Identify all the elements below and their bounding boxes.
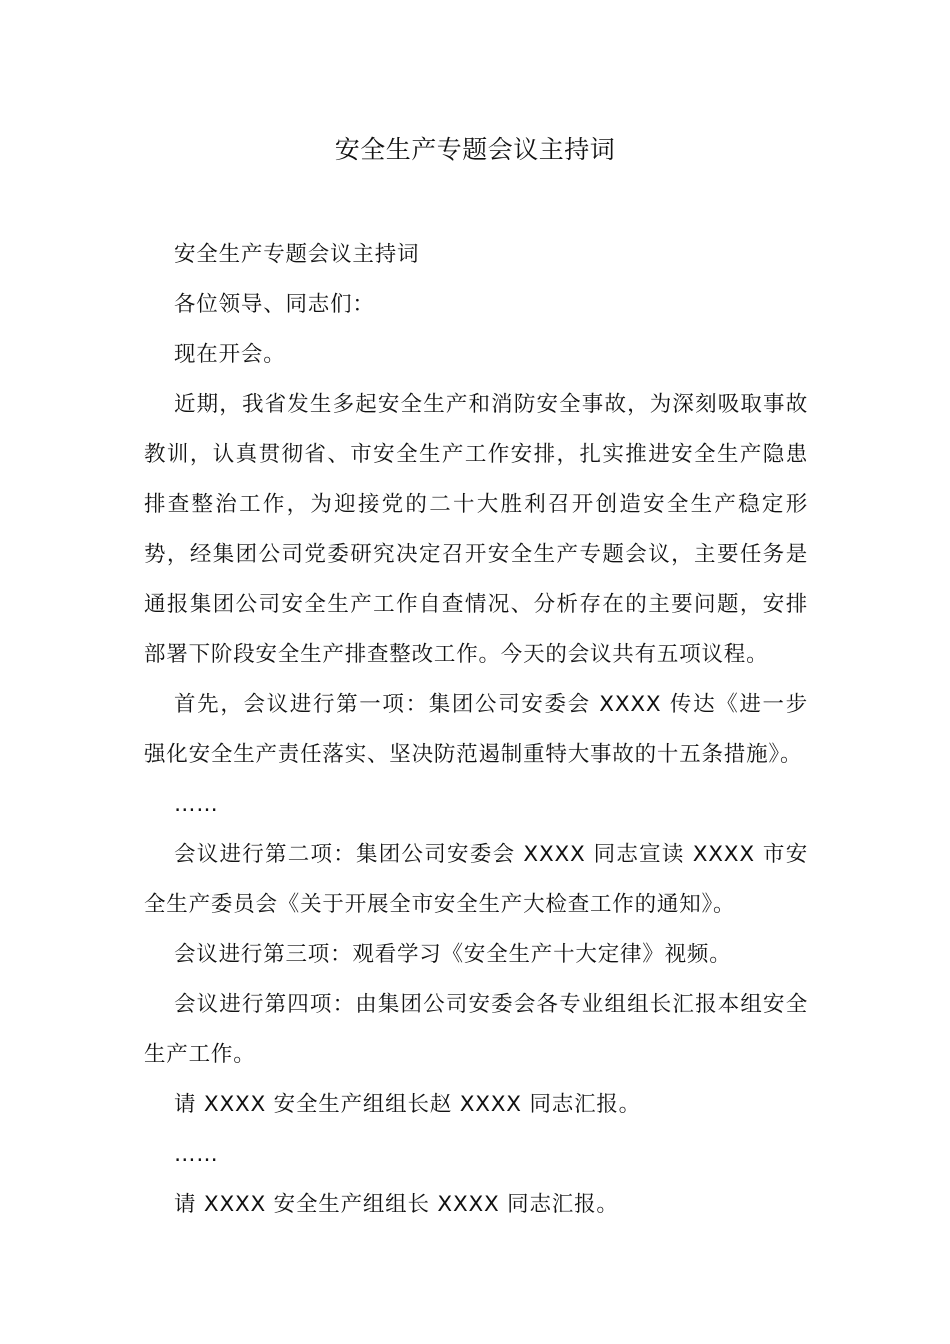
paragraph-item-1: 首先，会议进行第一项：集团公司安委会 XXXX 传达《进一步强化安全生产责任落实、坚决防范遏制重特大事故的十五条措施》。: [144, 692, 808, 767]
paragraph-heading: 安全生产专题会议主持词: [174, 242, 420, 267]
paragraph-item-2: 会议进行第二项：集团公司安委会 XXXX 同志宣读 XXXX 市安全生产委员会《关于开展全市安全生产大检查工作的通知》。: [144, 842, 808, 917]
paragraph-item-3: 会议进行第三项：观看学习《安全生产十大定律》视频。: [174, 942, 732, 967]
document-title: 安全生产专题会议主持词: [334, 135, 616, 164]
paragraph-report-1: 请 XXXX 安全生产组组长赵 XXXX 同志汇报。: [174, 1092, 641, 1117]
paragraph-ellipsis: ……: [174, 792, 219, 817]
paragraph-opening: 现在开会。: [174, 342, 286, 367]
paragraph-ellipsis: ……: [174, 1142, 219, 1167]
paragraph-item-4: 会议进行第四项：由集团公司安委会各专业组组长汇报本组安全生产工作。: [144, 992, 808, 1067]
paragraph-greeting: 各位领导、同志们：: [174, 292, 375, 317]
document-body: [144, 230, 808, 1230]
paragraph-background: 近期，我省发生多起安全生产和消防安全事故，为深刻吸取事故教训，认真贯彻省、市安全生产工作安排，扎实推进安全生产隐患排查整治工作，为迎接党的二十大胜利召开创造安全生产稳定形势，经集团公司党委研究决定召开安全生产专题会议，主要任务是通报集团公司安全生产工作自查情况、分析存在的主要问题，安排部署下阶段安全生产排查整改工作。今天的会议共有五项议程。: [144, 392, 808, 667]
paragraph-report-2: 请 XXXX 安全生产组组长 XXXX 同志汇报。: [174, 1192, 619, 1217]
